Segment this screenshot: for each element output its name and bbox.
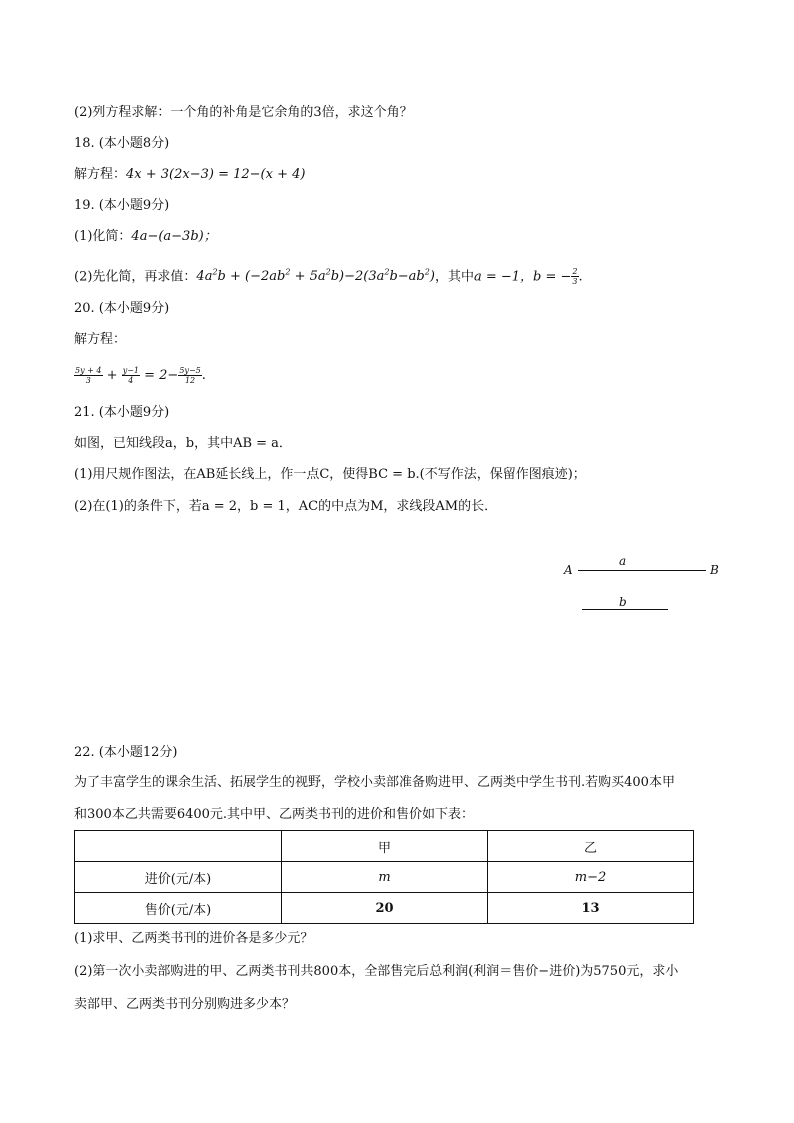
question-17-part-2: (2)列方程求解：一个角的补角是它余角的3倍，求这个角？	[74, 105, 413, 120]
equation: 4x + 3(2x−3) = 12−(x + 4)	[126, 167, 306, 182]
question-18-header: 18. (本小题8分)	[74, 136, 170, 151]
table-cell: 20	[282, 893, 488, 924]
question-20-header: 20. (本小题9分)	[74, 301, 170, 316]
table-header-cell: 乙	[488, 831, 694, 862]
table-cell: m	[282, 862, 488, 893]
question-22-part-2-line-1: (2)第一次小卖部购进的甲、乙两类书刊共800本，全部售完后总利润(利润＝售价−进价)为5750元，求小	[74, 964, 679, 979]
question-18-body: 解方程：4x + 3(2x−3) = 12−(x + 4)	[74, 167, 306, 182]
question-22-part-2-line-2: 卖部甲、乙两类书刊分别购进多少本？	[74, 997, 296, 1012]
segment-a-label: a	[619, 554, 627, 568]
question-19-part-1: (1)化简：4a−(a−3b)；	[74, 229, 217, 244]
question-21-part-2: (2)在(1)的条件下，若a = 2，b = 1，AC的中点为M，求线段AM的长．	[74, 499, 498, 514]
expression: $4a^2b + (-2ab^2 + 5a^2b)-2(3a^2b-ab^2)$	[196, 268, 435, 285]
point-B-label: B	[710, 563, 719, 577]
segment-a	[578, 570, 706, 571]
table-cell: m−2	[488, 862, 694, 893]
question-22-paragraph-2: 和300本乙共需要6400元.其中甲、乙两类书刊的进价和售价如下表：	[74, 807, 475, 822]
question-21-intro: 如图，已知线段a，b，其中AB = a．	[74, 436, 292, 451]
table-cell: 售价(元/本)	[75, 893, 282, 924]
question-22-paragraph-1: 为了丰富学生的课余生活、拓展学生的视野，学校小卖部准备购进甲、乙两类中学生书刊.若购买400本甲	[74, 775, 675, 790]
question-22-part-1: (1)求甲、乙两类书刊的进价各是多少元？	[74, 931, 314, 946]
question-22-header: 22. (本小题12分)	[74, 745, 178, 760]
question-21-part-1: (1)用尺规作图法，在AB延长线上，作一点C，使得BC = b.(不写作法，保留作图痕迹)；	[74, 467, 586, 482]
table-header-row	[75, 831, 694, 862]
question-20-prompt: 解方程：	[74, 332, 127, 347]
fraction: $\frac{2}{3}$	[572, 267, 578, 287]
table-cell: 进价(元/本)	[75, 862, 282, 893]
question-20-equation: $\frac{5y + 4}{3}$ + $\frac{y-1}{4}$ = 2− $\frac{5y-5}{12}$ .	[75, 366, 206, 385]
table-row	[75, 862, 694, 893]
segment-b-label: b	[619, 595, 627, 609]
question-19-header: 19. (本小题9分)	[74, 198, 170, 213]
segment-b	[582, 609, 668, 610]
price-table	[74, 830, 694, 924]
point-A-label: A	[564, 563, 573, 577]
question-21-header: 21. (本小题9分)	[74, 405, 170, 420]
table-cell: 13	[488, 893, 694, 924]
table-header-cell: 甲	[282, 831, 488, 862]
table-row	[75, 893, 694, 924]
table-header-cell	[75, 831, 282, 862]
question-19-part-2: (2)先化简，再求值：$4a^2b + (-2ab^2 + 5a^2b)-2(3a^2b-ab^2)$，其中a = −1，b = − $\frac{2}{3}$ .	[74, 267, 583, 287]
